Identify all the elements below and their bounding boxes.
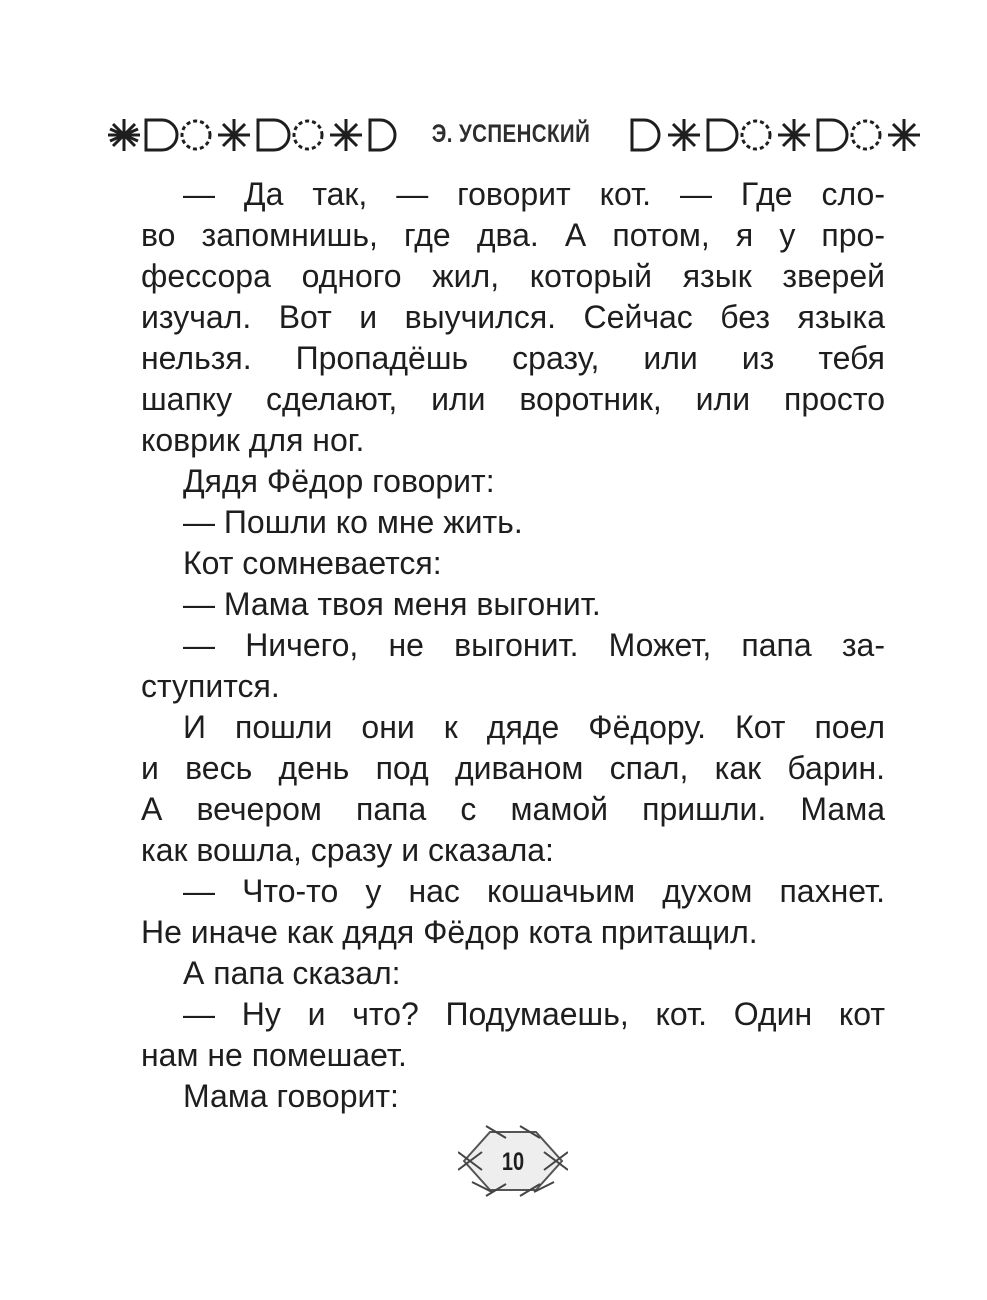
text-line: во запомнишь, где два. А потом, я у про- [141,217,885,253]
text-line: А папа сказал: [183,955,401,991]
dotted-d-shape-icon [708,120,737,150]
star-burst-icon [778,119,810,151]
text-line: шапку сделают, или воротник, или просто [141,381,885,417]
author-name: Э. УСПЕНСКИЙ [431,120,591,148]
text-line: — Пошли ко мне жить. [183,504,523,540]
dotted-d-shape-icon [632,120,659,150]
text-line: и весь день под диваном спал, как барин. [141,750,885,786]
text-line: фессора одного жил, который язык зверей [141,258,885,294]
star-burst-icon [668,119,700,151]
page-number: 10 [501,1148,525,1176]
dotted-d-shape-icon [818,120,847,150]
text-line: ступится. [141,668,280,704]
page-number-badge [458,1122,568,1200]
text-line: Дядя Фёдор говорит: [183,463,495,499]
text-line: И пошли они к дяде Фёдору. Кот поел [183,709,885,745]
text-line: — Мама твоя меня выгонит. [183,586,601,622]
text-line: — Да так, — говорит кот. — Где сло- [183,176,885,212]
text-line: нам не помешает. [141,1037,407,1073]
header-ornament-right [622,110,922,160]
text-line: изучал. Вот и выучился. Сейчас без языка [141,299,885,335]
text-line: А вечером папа с мамой пришли. Мама [141,791,885,827]
text-line: — Что-то у нас кошачьим духом пахнет. [183,873,885,909]
dotted-d-shape-icon [146,120,177,150]
text-line: — Ничего, не выгонит. Может, папа за- [183,627,885,663]
text-line: Мама говорит: [183,1078,399,1114]
dotted-circle-icon [852,121,880,149]
story-text [141,174,885,1117]
text-line: Не иначе как дядя Фёдор кота притащил. [141,914,758,950]
star-burst-icon [888,119,920,151]
text-line: — Ну и что? Подумаешь, кот. Один кот [183,996,885,1032]
text-line: нельзя. Пропадёшь сразу, или из тебя [141,340,885,376]
text-line: как вошла, сразу и сказала: [141,832,554,868]
text-line: коврик для ног. [141,422,365,458]
dotted-circle-icon [742,121,770,149]
running-header [100,110,922,160]
star-burst-icon [108,119,140,151]
text-line: Кот сомневается: [183,545,442,581]
